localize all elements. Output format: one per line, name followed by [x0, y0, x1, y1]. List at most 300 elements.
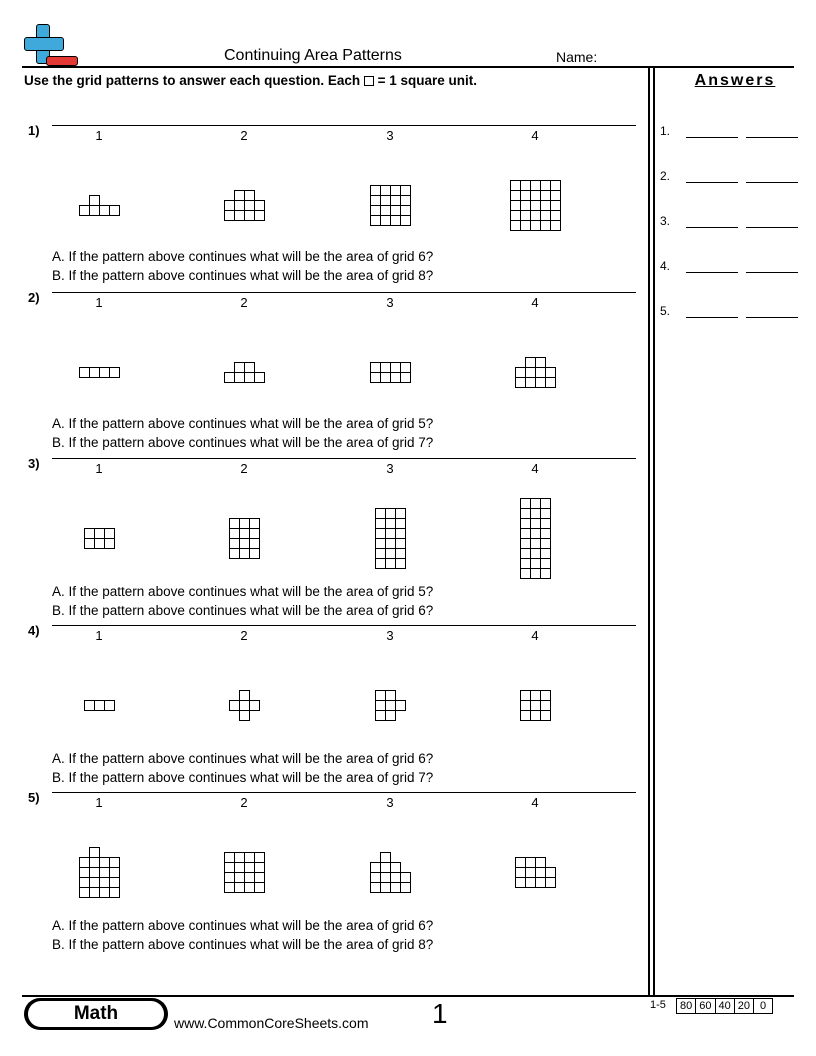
answer-blank-b[interactable]	[746, 216, 798, 228]
unit-square	[521, 221, 531, 231]
unit-square	[255, 873, 265, 883]
grid-label: 4	[531, 795, 539, 810]
score-cell: 20	[734, 998, 754, 1014]
unit-square	[531, 519, 541, 529]
unit-square	[381, 196, 391, 206]
problem-number: 5)	[28, 790, 40, 805]
unit-square	[85, 529, 95, 539]
unit-square	[376, 691, 386, 701]
unit-square	[551, 221, 561, 231]
problem-3	[0, 456, 648, 623]
unit-square	[511, 191, 521, 201]
unit-square	[85, 539, 95, 549]
unit-square	[235, 883, 245, 893]
instructions-text: Use the grid patterns to answer each question. Each	[24, 73, 361, 88]
answers-title: Answers	[694, 72, 776, 89]
pattern-grid-1	[85, 701, 115, 711]
answer-blank-b[interactable]	[746, 126, 798, 138]
unit-square	[250, 539, 260, 549]
question-a: A. If the pattern above continues what will be the area of grid 6?	[52, 918, 434, 933]
unit-square	[90, 848, 100, 858]
unit-square	[546, 368, 556, 378]
question-b: B. If the pattern above continues what will be the area of grid 7?	[52, 770, 434, 785]
unit-square	[391, 196, 401, 206]
unit-square	[401, 186, 411, 196]
unit-square	[551, 211, 561, 221]
grid-label: 1	[95, 128, 103, 143]
unit-square	[371, 363, 381, 373]
unit-square	[376, 529, 386, 539]
unit-square	[521, 529, 531, 539]
pattern-grid-3	[371, 186, 411, 226]
answer-blank-a[interactable]	[686, 126, 738, 138]
unit-square	[396, 509, 406, 519]
unit-square	[80, 858, 90, 868]
unit-square	[371, 883, 381, 893]
unit-square	[245, 211, 255, 221]
unit-square	[521, 691, 531, 701]
score-cell: 0	[753, 998, 773, 1014]
unit-square	[531, 191, 541, 201]
unit-square	[245, 191, 255, 201]
answer-row-5	[660, 304, 798, 318]
unit-square	[526, 878, 536, 888]
unit-square	[230, 529, 240, 539]
unit-square	[386, 529, 396, 539]
unit-square	[531, 181, 541, 191]
grid-label: 3	[386, 295, 394, 310]
unit-square	[526, 358, 536, 368]
unit-square	[235, 363, 245, 373]
unit-square	[105, 539, 115, 549]
unit-square	[90, 206, 100, 216]
unit-square	[531, 559, 541, 569]
unit-square	[521, 191, 531, 201]
instructions-unit: = 1 square unit.	[377, 73, 478, 88]
unit-square	[391, 863, 401, 873]
unit-square	[225, 853, 235, 863]
column-divider	[648, 66, 650, 996]
unit-square	[531, 529, 541, 539]
unit-square	[376, 711, 386, 721]
unit-square	[240, 701, 250, 711]
pattern-grid-3	[371, 853, 411, 893]
unit-square	[376, 559, 386, 569]
answer-blank-b[interactable]	[746, 306, 798, 318]
pattern-grids	[0, 456, 648, 586]
grid-label: 2	[240, 295, 248, 310]
pattern-grid-2	[225, 363, 265, 383]
unit-square	[245, 373, 255, 383]
site-url[interactable]: www.CommonCoreSheets.com	[174, 1015, 369, 1031]
unit-square	[536, 378, 546, 388]
unit-square	[90, 888, 100, 898]
unit-square	[401, 873, 411, 883]
unit-square	[255, 863, 265, 873]
unit-square	[225, 201, 235, 211]
pattern-grid-4	[516, 358, 556, 388]
grid-label: 3	[386, 461, 394, 476]
pattern-grid-4	[521, 499, 551, 579]
problem-2	[0, 290, 648, 457]
unit-square	[521, 701, 531, 711]
unit-square	[541, 711, 551, 721]
problem-1	[0, 123, 648, 290]
unit-square	[391, 186, 401, 196]
unit-square	[551, 201, 561, 211]
unit-square	[80, 878, 90, 888]
unit-square	[371, 863, 381, 873]
unit-square	[371, 196, 381, 206]
unit-square	[526, 868, 536, 878]
unit-square	[511, 181, 521, 191]
grid-label: 2	[240, 628, 248, 643]
unit-square	[526, 858, 536, 868]
unit-square	[240, 691, 250, 701]
unit-square	[245, 863, 255, 873]
unit-square	[100, 878, 110, 888]
unit-square	[546, 868, 556, 878]
unit-square	[255, 211, 265, 221]
unit-square	[100, 858, 110, 868]
unit-square	[371, 186, 381, 196]
unit-square	[521, 519, 531, 529]
unit-square	[371, 216, 381, 226]
unit-square	[541, 529, 551, 539]
unit-square	[401, 373, 411, 383]
unit-square	[541, 509, 551, 519]
unit-square	[511, 221, 521, 231]
score-cell: 40	[715, 998, 735, 1014]
unit-square	[235, 863, 245, 873]
answer-blank-a[interactable]	[686, 216, 738, 228]
grid-label: 3	[386, 128, 394, 143]
unit-square	[541, 549, 551, 559]
pattern-grid-2	[225, 191, 265, 221]
unit-square	[80, 368, 90, 378]
question-b: B. If the pattern above continues what will be the area of grid 7?	[52, 435, 434, 450]
pattern-grid-2	[225, 853, 265, 893]
unit-square	[541, 569, 551, 579]
unit-square	[235, 201, 245, 211]
unit-square-icon	[364, 76, 374, 86]
unit-square	[541, 701, 551, 711]
unit-square	[521, 569, 531, 579]
unit-square	[376, 701, 386, 711]
unit-square	[396, 519, 406, 529]
unit-square	[531, 711, 541, 721]
grid-label: 1	[95, 461, 103, 476]
unit-square	[386, 509, 396, 519]
unit-square	[235, 191, 245, 201]
unit-square	[531, 701, 541, 711]
unit-square	[105, 701, 115, 711]
grid-label: 4	[531, 128, 539, 143]
unit-square	[531, 691, 541, 701]
pattern-grid-3	[371, 363, 411, 383]
unit-square	[531, 499, 541, 509]
unit-square	[526, 368, 536, 378]
problem-4	[0, 623, 648, 790]
unit-square	[381, 186, 391, 196]
pattern-grid-1	[80, 848, 120, 898]
unit-square	[546, 378, 556, 388]
unit-square	[516, 878, 526, 888]
unit-square	[371, 373, 381, 383]
unit-square	[391, 373, 401, 383]
unit-square	[225, 863, 235, 873]
answer-number: 1.	[660, 124, 671, 138]
unit-square	[521, 509, 531, 519]
unit-square	[401, 196, 411, 206]
question-a: A. If the pattern above continues what will be the area of grid 5?	[52, 416, 434, 431]
score-cell: 80	[676, 998, 696, 1014]
unit-square	[521, 711, 531, 721]
problem-number: 2)	[28, 290, 40, 305]
unit-square	[516, 858, 526, 868]
unit-square	[536, 358, 546, 368]
unit-square	[531, 549, 541, 559]
unit-square	[541, 691, 551, 701]
unit-square	[105, 529, 115, 539]
unit-square	[230, 519, 240, 529]
unit-square	[250, 549, 260, 559]
answer-row-3	[660, 214, 798, 228]
logo-icon	[24, 24, 80, 68]
unit-square	[100, 888, 110, 898]
answer-number: 5.	[660, 304, 671, 318]
unit-square	[391, 216, 401, 226]
unit-square	[396, 559, 406, 569]
answer-blank-a[interactable]	[686, 306, 738, 318]
unit-square	[80, 888, 90, 898]
unit-square	[386, 711, 396, 721]
problem-number: 1)	[28, 123, 40, 138]
unit-square	[255, 853, 265, 863]
unit-square	[381, 206, 391, 216]
unit-square	[531, 221, 541, 231]
grid-label: 1	[95, 795, 103, 810]
question-a: A. If the pattern above continues what will be the area of grid 6?	[52, 751, 434, 766]
pattern-grids	[0, 623, 648, 753]
pattern-grid-2	[230, 691, 260, 721]
unit-square	[100, 206, 110, 216]
grid-label: 4	[531, 295, 539, 310]
problem-number: 3)	[28, 456, 40, 471]
question-b: B. If the pattern above continues what will be the area of grid 8?	[52, 268, 434, 283]
unit-square	[536, 858, 546, 868]
unit-square	[255, 201, 265, 211]
answer-blank-b[interactable]	[746, 261, 798, 273]
bottom-rule	[22, 995, 794, 997]
unit-square	[100, 868, 110, 878]
grid-label: 2	[240, 795, 248, 810]
unit-square	[90, 196, 100, 206]
unit-square	[110, 206, 120, 216]
unit-square	[110, 868, 120, 878]
problem-number: 4)	[28, 623, 40, 638]
answer-blank-a[interactable]	[686, 261, 738, 273]
unit-square	[521, 549, 531, 559]
unit-square	[396, 701, 406, 711]
unit-square	[381, 363, 391, 373]
unit-square	[541, 201, 551, 211]
unit-square	[396, 549, 406, 559]
unit-square	[245, 363, 255, 373]
score-range-label: 1-5	[650, 999, 666, 1011]
answer-blank-b[interactable]	[746, 171, 798, 183]
pattern-grid-3	[376, 509, 406, 569]
unit-square	[230, 539, 240, 549]
unit-square	[521, 539, 531, 549]
question-a: A. If the pattern above continues what will be the area of grid 5?	[52, 584, 434, 599]
unit-square	[541, 211, 551, 221]
problem-5	[0, 790, 648, 957]
unit-square	[536, 868, 546, 878]
unit-square	[230, 549, 240, 559]
unit-square	[521, 181, 531, 191]
unit-square	[511, 211, 521, 221]
unit-square	[386, 559, 396, 569]
answer-number: 2.	[660, 169, 671, 183]
unit-square	[391, 873, 401, 883]
unit-square	[381, 883, 391, 893]
unit-square	[386, 549, 396, 559]
answer-row-2	[660, 169, 798, 183]
unit-square	[376, 519, 386, 529]
unit-square	[401, 883, 411, 893]
unit-square	[240, 519, 250, 529]
pattern-grid-3	[376, 691, 406, 721]
unit-square	[245, 853, 255, 863]
unit-square	[110, 858, 120, 868]
unit-square	[225, 883, 235, 893]
pattern-grids	[0, 290, 648, 420]
score-cell: 60	[695, 998, 715, 1014]
unit-square	[386, 691, 396, 701]
unit-square	[391, 206, 401, 216]
unit-square	[541, 191, 551, 201]
unit-square	[386, 539, 396, 549]
name-label: Name:	[556, 49, 598, 65]
unit-square	[401, 206, 411, 216]
answer-blank-a[interactable]	[686, 171, 738, 183]
unit-square	[110, 888, 120, 898]
unit-square	[381, 853, 391, 863]
unit-square	[521, 499, 531, 509]
pattern-grid-4	[511, 181, 561, 231]
unit-square	[235, 853, 245, 863]
unit-square	[401, 216, 411, 226]
answer-number: 3.	[660, 214, 671, 228]
grid-label: 2	[240, 128, 248, 143]
unit-square	[255, 883, 265, 893]
unit-square	[85, 701, 95, 711]
unit-square	[381, 863, 391, 873]
grid-label: 4	[531, 628, 539, 643]
unit-square	[225, 373, 235, 383]
pattern-grid-4	[516, 858, 556, 888]
unit-square	[240, 711, 250, 721]
unit-square	[521, 559, 531, 569]
unit-square	[541, 539, 551, 549]
score-table	[677, 998, 773, 1014]
grid-label: 3	[386, 795, 394, 810]
pattern-grid-1	[80, 368, 120, 378]
unit-square	[541, 559, 551, 569]
unit-square	[526, 378, 536, 388]
unit-square	[516, 868, 526, 878]
grid-label: 1	[95, 295, 103, 310]
unit-square	[225, 211, 235, 221]
unit-square	[110, 878, 120, 888]
top-rule	[22, 66, 794, 68]
unit-square	[95, 701, 105, 711]
unit-square	[396, 539, 406, 549]
unit-square	[531, 211, 541, 221]
unit-square	[541, 181, 551, 191]
unit-square	[90, 878, 100, 888]
unit-square	[90, 868, 100, 878]
unit-square	[80, 206, 90, 216]
unit-square	[245, 883, 255, 893]
pattern-grids	[0, 790, 648, 920]
pattern-grid-1	[80, 196, 120, 216]
unit-square	[230, 701, 240, 711]
unit-square	[235, 211, 245, 221]
page-title: Continuing Area Patterns	[224, 47, 402, 64]
unit-square	[541, 519, 551, 529]
unit-square	[381, 216, 391, 226]
grid-label: 3	[386, 628, 394, 643]
unit-square	[371, 206, 381, 216]
unit-square	[551, 181, 561, 191]
answer-row-1	[660, 124, 798, 138]
unit-square	[376, 509, 386, 519]
answer-number: 4.	[660, 259, 671, 273]
unit-square	[371, 873, 381, 883]
unit-square	[531, 509, 541, 519]
unit-square	[250, 701, 260, 711]
unit-square	[386, 519, 396, 529]
question-a: A. If the pattern above continues what will be the area of grid 6?	[52, 249, 434, 264]
unit-square	[245, 201, 255, 211]
unit-square	[110, 368, 120, 378]
unit-square	[391, 883, 401, 893]
question-b: B. If the pattern above continues what will be the area of grid 6?	[52, 603, 434, 618]
unit-square	[255, 373, 265, 383]
question-b: B. If the pattern above continues what will be the area of grid 8?	[52, 937, 434, 952]
unit-square	[100, 368, 110, 378]
unit-square	[376, 539, 386, 549]
unit-square	[240, 549, 250, 559]
brand-label: Math	[28, 1001, 164, 1027]
unit-square	[90, 368, 100, 378]
grid-label: 4	[531, 461, 539, 476]
unit-square	[95, 539, 105, 549]
pattern-grid-1	[85, 529, 115, 549]
unit-square	[511, 201, 521, 211]
unit-square	[235, 373, 245, 383]
unit-square	[240, 529, 250, 539]
page-number: 1	[432, 998, 448, 1029]
unit-square	[235, 873, 245, 883]
unit-square	[521, 201, 531, 211]
pattern-grid-2	[230, 519, 260, 559]
unit-square	[80, 868, 90, 878]
unit-square	[381, 873, 391, 883]
unit-square	[90, 858, 100, 868]
